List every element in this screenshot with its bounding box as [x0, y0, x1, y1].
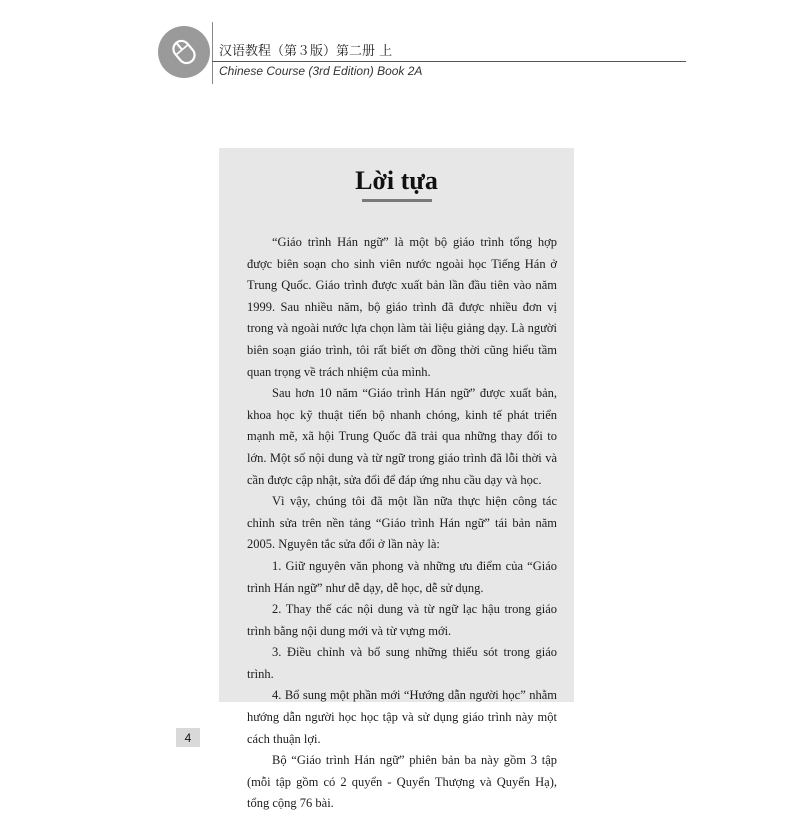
header-badge — [158, 26, 210, 78]
computer-mouse-icon — [166, 34, 202, 70]
book-title-english: Chinese Course (3rd Edition) Book 2A — [219, 64, 423, 78]
header-vertical-rule — [212, 22, 213, 84]
page-number: 4 — [176, 728, 200, 747]
book-title-chinese: 汉语教程（第３版）第二册 上 — [219, 44, 393, 59]
paragraph: Bộ “Giáo trình Hán ngữ” phiên bản ba này gồm 3 tập (mỗi tập gồm có 2 quyển - Quyển Thượng và Quyển Hạ), tổng cộng 76 bài. — [247, 753, 557, 811]
preface-body — [247, 232, 557, 815]
paragraph: Sau hơn 10 năm “Giáo trình Hán ngữ” được xuất bản, khoa học kỹ thuật tiến bộ nhanh chóng, kinh tế phát triển mạnh mẽ, xã hội Trung Quốc đã trải qua những thay đổi to lớn. Một số nội dung và từ ngữ trong giáo trình đã lỗi thời và cần được cập nhật, sửa đổi để đáp ứng nhu cầu dạy và học. — [247, 386, 557, 487]
list-item: 4. Bổ sung một phần mới “Hướng dẫn người học” nhằm hướng dẫn người học học tập và sử dụng giáo trình này một cách thuận lợi. — [247, 688, 557, 746]
list-item: 1. Giữ nguyên văn phong và những ưu điểm của “Giáo trình Hán ngữ” như dễ dạy, dễ học, dễ sử dụng. — [247, 558, 557, 595]
preface-panel — [219, 148, 574, 811]
paragraph: “Giáo trình Hán ngữ” là một bộ giáo trình tổng hợp được biên soạn cho sinh viên nước ngoài học Tiếng Hán ở Trung Quốc. Giáo trình được xuất bản lần đầu tiên vào năm 1999. Sau nhiều năm, bộ giáo trình đã được nhiều đơn vị trong và ngoài nước lựa chọn làm tài liệu giảng dạy. Là người biên soạn giáo trình, tôi rất biết ơn đồng thời cũng hiểu tầm quan trọng về trách nhiệm của mình. — [247, 235, 557, 379]
title-underline — [362, 199, 432, 202]
list-item: 2. Thay thế các nội dung và từ ngữ lạc hậu trong giáo trình bằng nội dung mới và từ vựng mới. — [247, 602, 557, 638]
paragraph: Vì vậy, chúng tôi đã một lần nữa thực hiện công tác chỉnh sửa trên nền tảng “Giáo trình Hán ngữ” tái bản năm 2005. Nguyên tắc sửa đổi ở lần này là: — [247, 494, 557, 552]
list-item: 3. Điều chỉnh và bổ sung những thiếu sót trong giáo trình. — [247, 645, 557, 681]
preface-title: Lời tựa — [355, 166, 438, 195]
header-horizontal-rule — [212, 61, 686, 62]
